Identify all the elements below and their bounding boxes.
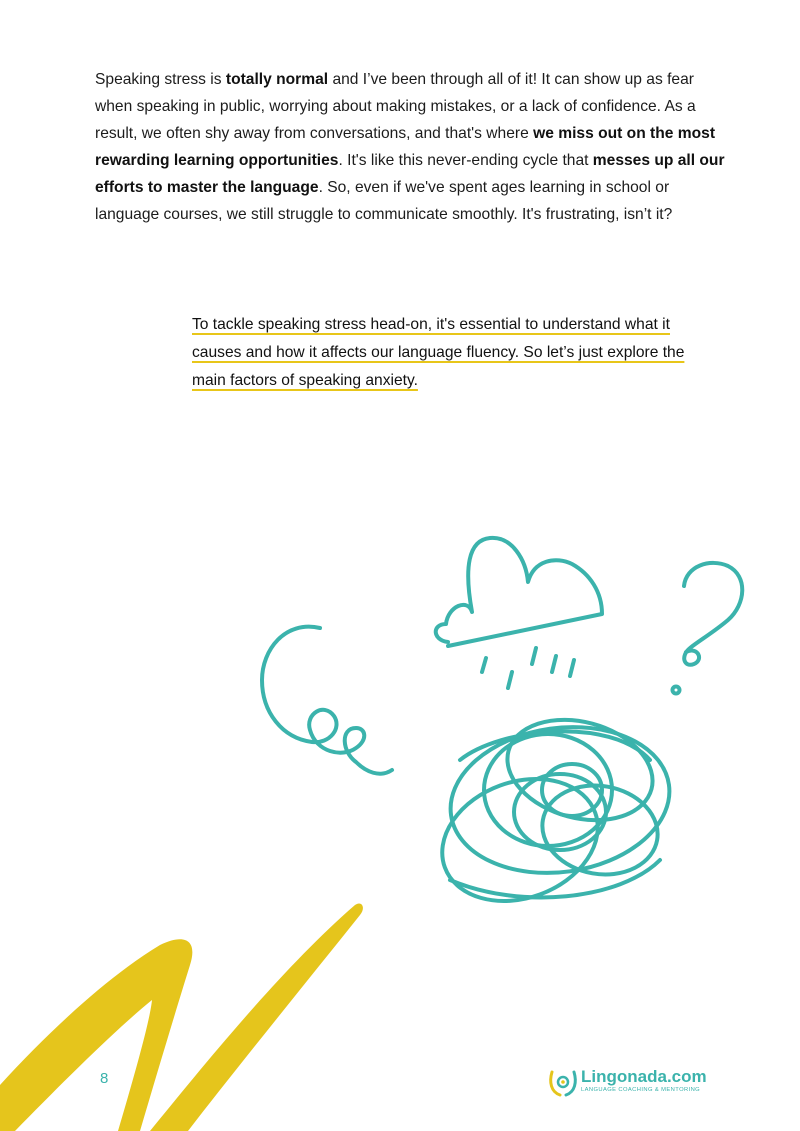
page-number: 8	[100, 1070, 109, 1087]
paragraph-bold-2: we miss out on the most rewarding learning opportunities	[95, 125, 716, 169]
brand-tagline: LANGUAGE COACHING & MENTORING	[581, 1087, 701, 1093]
paragraph-text-4: . So, even if we've spent ages learning in school or language courses, we still struggle to communicate smoothly. It's frustrating, isn’t it?	[95, 179, 673, 223]
callout-text: To tackle speaking stress head-on, it's essential to understand what it causes and how it affects our language fluency. So let’s just explore the main factors of speaking anxiety.	[192, 316, 685, 389]
question-mark-icon	[673, 563, 743, 694]
paragraph-bold-3: messes up all our efforts to master the language	[95, 152, 725, 196]
brand-name: Lingonada.com	[581, 1067, 707, 1086]
scribble-icon	[425, 704, 679, 921]
paragraph-bold-1: totally normal	[225, 71, 329, 88]
brand-icon-space	[547, 1066, 577, 1096]
brand-text	[581, 1068, 707, 1094]
spiral-icon	[262, 627, 392, 774]
cloud-rain-icon	[436, 538, 602, 688]
brand-logo	[547, 1066, 707, 1096]
brush-stroke-icon	[0, 903, 363, 1131]
paragraph-text-1: Speaking stress is	[95, 71, 226, 88]
paragraph-text-3: . It's like this never-ending cycle that	[338, 152, 593, 169]
paragraph-text-2: and I’ve been through all of it! It can show up as fear when speaking in public, worrying about making mistakes, or a lack of confidence. As a result, we often shy away from conversations, and that's where	[95, 71, 696, 142]
